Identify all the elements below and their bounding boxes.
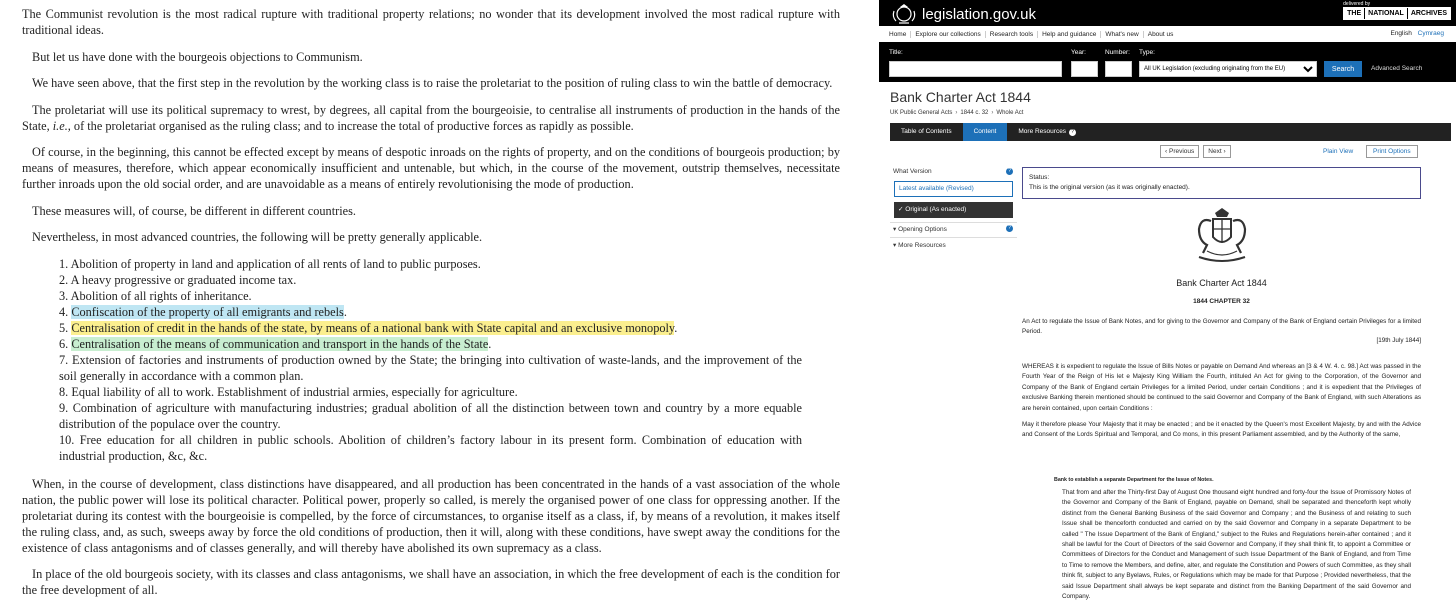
search-button[interactable]: Search (1324, 61, 1362, 77)
list-item-highlighted-yellow: 5. Centralisation of credit in the hands of the state, by means of a national bank with State capital and an exclusive monopoly. (59, 320, 678, 335)
help-icon[interactable]: ? (1069, 129, 1076, 136)
opening-options-toggle[interactable]: ▾ Opening Options (893, 226, 947, 233)
breadcrumb: UK Public General Acts › 1844 c. 32 › Whole Act (890, 110, 1024, 116)
act-chapter: 1844 CHAPTER 32 (1193, 298, 1250, 305)
content-tabs (890, 123, 1451, 141)
site-header (879, 0, 1456, 82)
year-label: Year: (1071, 49, 1086, 56)
paragraph: These measures will, of course, be different in different countries. (32, 203, 356, 218)
royal-coat-of-arms-icon (1191, 207, 1253, 267)
tab-table-of-contents[interactable]: Table of Contents (901, 128, 952, 135)
nav-research[interactable]: Research tools (985, 31, 1037, 38)
language-switch (1390, 30, 1444, 37)
next-button[interactable]: Next › (1203, 145, 1230, 158)
tab-content[interactable]: Content (963, 123, 1008, 141)
paragraph: We have seen above, that the first step in the revolution by the working class is to raise the proletariat to the position of ruling class to win the battle of democracy. (32, 76, 833, 90)
paragraph: In place of the old bourgeois society, with its classes and class antagonisms, we shall have an association, in which the free development of each is the condition for the free development of all. (22, 567, 840, 597)
more-resources-toggle[interactable]: ▾ More Resources (893, 242, 946, 249)
advanced-search-link[interactable]: Advanced Search (1371, 65, 1423, 72)
site-logo[interactable] (891, 3, 1036, 25)
paragraph: The Communist revolution is the most radical rupture with traditional property relations; no wonder that its development involved the most radical rupture with traditional ideas. (22, 7, 840, 37)
breadcrumb-item[interactable]: Whole Act (996, 110, 1024, 116)
site-name: legislation.gov.uk (922, 5, 1036, 23)
title-label: Title: (889, 49, 903, 56)
royal-crest-icon (891, 3, 917, 25)
list-item: 2. A heavy progressive or graduated income tax. (59, 272, 297, 287)
paragraph-proletariat: The proletariat will use its political supremacy to wrest, by degrees, all capital from the bourgeoisie, to centralise all instruments of production in the hands of the State, i.e., of the proletariat organised as the ruling class; and to increase the total of productive forces as rapidly as possible. (22, 102, 840, 133)
measures-list (59, 256, 802, 464)
enactment-date: [19th July 1844] (1376, 337, 1421, 344)
help-icon[interactable]: ? (1006, 168, 1013, 175)
paragraph: When, in the course of development, class distinctions have disappeared, and all production has been concentrated in the hands of a vast association of the whole nation, the public power will lose its political character. Political power, properly so called, is merely the organised power of one class for oppressing another. If the proletariat during its contest with the bourgeoisie is compelled, by the force of circumstances, to organise itself as a class, if, by means of a revolution, it makes itself the ruling class, and, as such, sweeps away by force the old conditions of production, then it will, along with these conditions, have swept away the conditions for the existence of class antagonisms and of classes generally, and will thereby have abolished its own supremacy as a class. (22, 476, 840, 555)
title-input[interactable] (889, 61, 1062, 77)
number-label: Number: (1105, 49, 1130, 56)
breadcrumb-item[interactable]: 1844 c. 32 (960, 110, 989, 116)
previous-button[interactable]: ‹ Previous (1160, 145, 1199, 158)
main-nav (879, 26, 1456, 42)
nav-home[interactable]: Home (889, 30, 907, 38)
status-label: Status: (1029, 174, 1050, 181)
list-item-highlighted-green: 6. Centralisation of the means of communication and transport in the hands of the State. (59, 336, 492, 351)
list-item-highlighted-blue: 4. Confiscation of the property of all emigrants and rebels. (59, 304, 347, 319)
version-sidebar (890, 162, 1017, 252)
paragraph: Nevertheless, in most advanced countries, the following will be pretty generally applicable. (32, 230, 483, 244)
legislation-website-panel (879, 0, 1456, 609)
print-options-button[interactable]: Print Options (1366, 145, 1418, 158)
section-sidenote: Bank to establish a separate Department for the Issue of Notes. (1054, 477, 1214, 483)
list-item: 7. Extension of factories and instruments of production owned by the State; the bringing into cultivation of waste-lands, and the improvement of the soil generally in accordance with a common plan. (59, 352, 802, 383)
act-title: Bank Charter Act 1844 (1176, 278, 1267, 288)
help-icon[interactable]: ? (1006, 225, 1013, 232)
enacting-formula: May it therefore please Your Majesty that it may be enacted ; and be it enacted by the Queen's most Excellent Majesty, by and with the Advice and Consent of the Lords Spiritual and Temporal, and Co mons, in this present Parliament assembled, and by the Authority of the same, (1022, 421, 1421, 439)
list-item: 9. Combination of agriculture with manufacturing industries; gradual abolition of all the distinction between town and country by a more equable distribution of the populace over the country. (59, 400, 802, 431)
what-version-heading: What Version (893, 168, 932, 175)
original-version-selected[interactable]: ✓ Original (As enacted) (894, 202, 1013, 218)
page-title: Bank Charter Act 1844 (890, 89, 1031, 105)
number-input[interactable] (1105, 61, 1132, 77)
status-text: This is the original version (as it was originally enacted). (1029, 184, 1190, 191)
section-1-text: That from and after the Thirty-first Day of August One thousand eight hundred and forty-four the Issue of Promissory Notes of the Governor and Company of the Bank of England, payable on Demand, shall be separated and thenceforth kept wholly distinct from the General Banking Business of the said Governor and Company ; and the Business of and relating to such Issue shall be thenceforth conducted and carried on by the said Governor and Company in a separate Department to be called " The Issue Department of the Bank of England," subject to the Rules and Regulations herein-after contained ; and it shall be lawful for the Court of Directors of the said Governor and Company, if they shall think fit, to appoint a Committee or Committees of Directors for the Conduct and Management of such Issue Department of the Bank of England, and from Time to Time to remove the Members, and define, alter, and regulate the Constitution and Powers of such Committee, as they shall think fit, subject to any Byelaws, Rules, or Regulations which may be made for that Purpose ; Provided nevertheless, that the said Issue Department shall always be kept separate and distinct from the Banking Department of the said Governor and Company. (1062, 489, 1411, 601)
paragraph: But let us have done with the bourgeois objections to Communism. (32, 49, 363, 64)
national-archives-logo[interactable]: delivered by THE NATIONAL ARCHIVES (1343, 1, 1451, 20)
year-input[interactable] (1071, 61, 1098, 77)
nav-explore[interactable]: Explore our collections (910, 31, 984, 38)
list-item: 1. Abolition of property in land and application of all rents of land to public purposes. (59, 256, 481, 271)
list-item: 3. Abolition of all rights of inheritance. (59, 288, 252, 303)
long-title: An Act to regulate the Issue of Bank Notes, and for giving to the Governor and Company of the Bank of England certain Privileges for a limited Period. (1022, 318, 1421, 336)
nav-about[interactable]: About us (1143, 31, 1178, 38)
preamble-whereas: WHEREAS it is expedient to regulate the Issue of Bills Notes or payable on Demand And whereas an [3 & 4 W. 4. c. 98.] Act was passed in the Fourth Year of the Reign of His let e Majesty King William the Fourth, intituled An Act for giving to the Corporation, of the Governor and Company of the Bank of England certain Privileges for a limited Period, under certain Conditions ; and it is expedient that the Privileges of exclusive Banking therein mentioned should be continued to the said Governor and Company of the Bank of England, with such Alterations as are herein contained, upon certain Conditions : (1022, 363, 1421, 412)
latest-version-link[interactable]: Latest available (Revised) (894, 181, 1013, 197)
type-select[interactable] (1139, 61, 1317, 77)
pager (1160, 145, 1231, 158)
list-item: 8. Equal liability of all to work. Establishment of industrial armies, especially for agriculture. (59, 384, 518, 399)
nav-help[interactable]: Help and guidance (1037, 31, 1100, 38)
status-box (1022, 167, 1421, 199)
tab-more-resources[interactable]: More Resources ? (1007, 123, 1087, 141)
paragraph: Of course, in the beginning, this cannot be effected except by means of despotic inroads on the rights of property, and on the conditions of bourgeois production; by means of measures, therefore, which appear economically insufficient and untenable, but which, in the course of the movement, outstrip themselves, necessitate further inroads upon the old social order, and are unavoidable as a means of entirely revolutionising the mode of production. (22, 145, 840, 191)
lang-cymraeg[interactable]: Cymraeg (1417, 30, 1444, 37)
nav-whats-new[interactable]: What's new (1100, 31, 1142, 38)
lang-english[interactable]: English (1390, 30, 1412, 37)
list-item: 10. Free education for all children in public schools. Abolition of children’s factory labour in its present form. Combination of education with industrial production, &c, &c. (59, 432, 802, 463)
plain-view-link[interactable]: Plain View (1323, 148, 1354, 155)
type-label: Type: (1139, 49, 1155, 56)
breadcrumb-item[interactable]: UK Public General Acts (890, 110, 953, 116)
